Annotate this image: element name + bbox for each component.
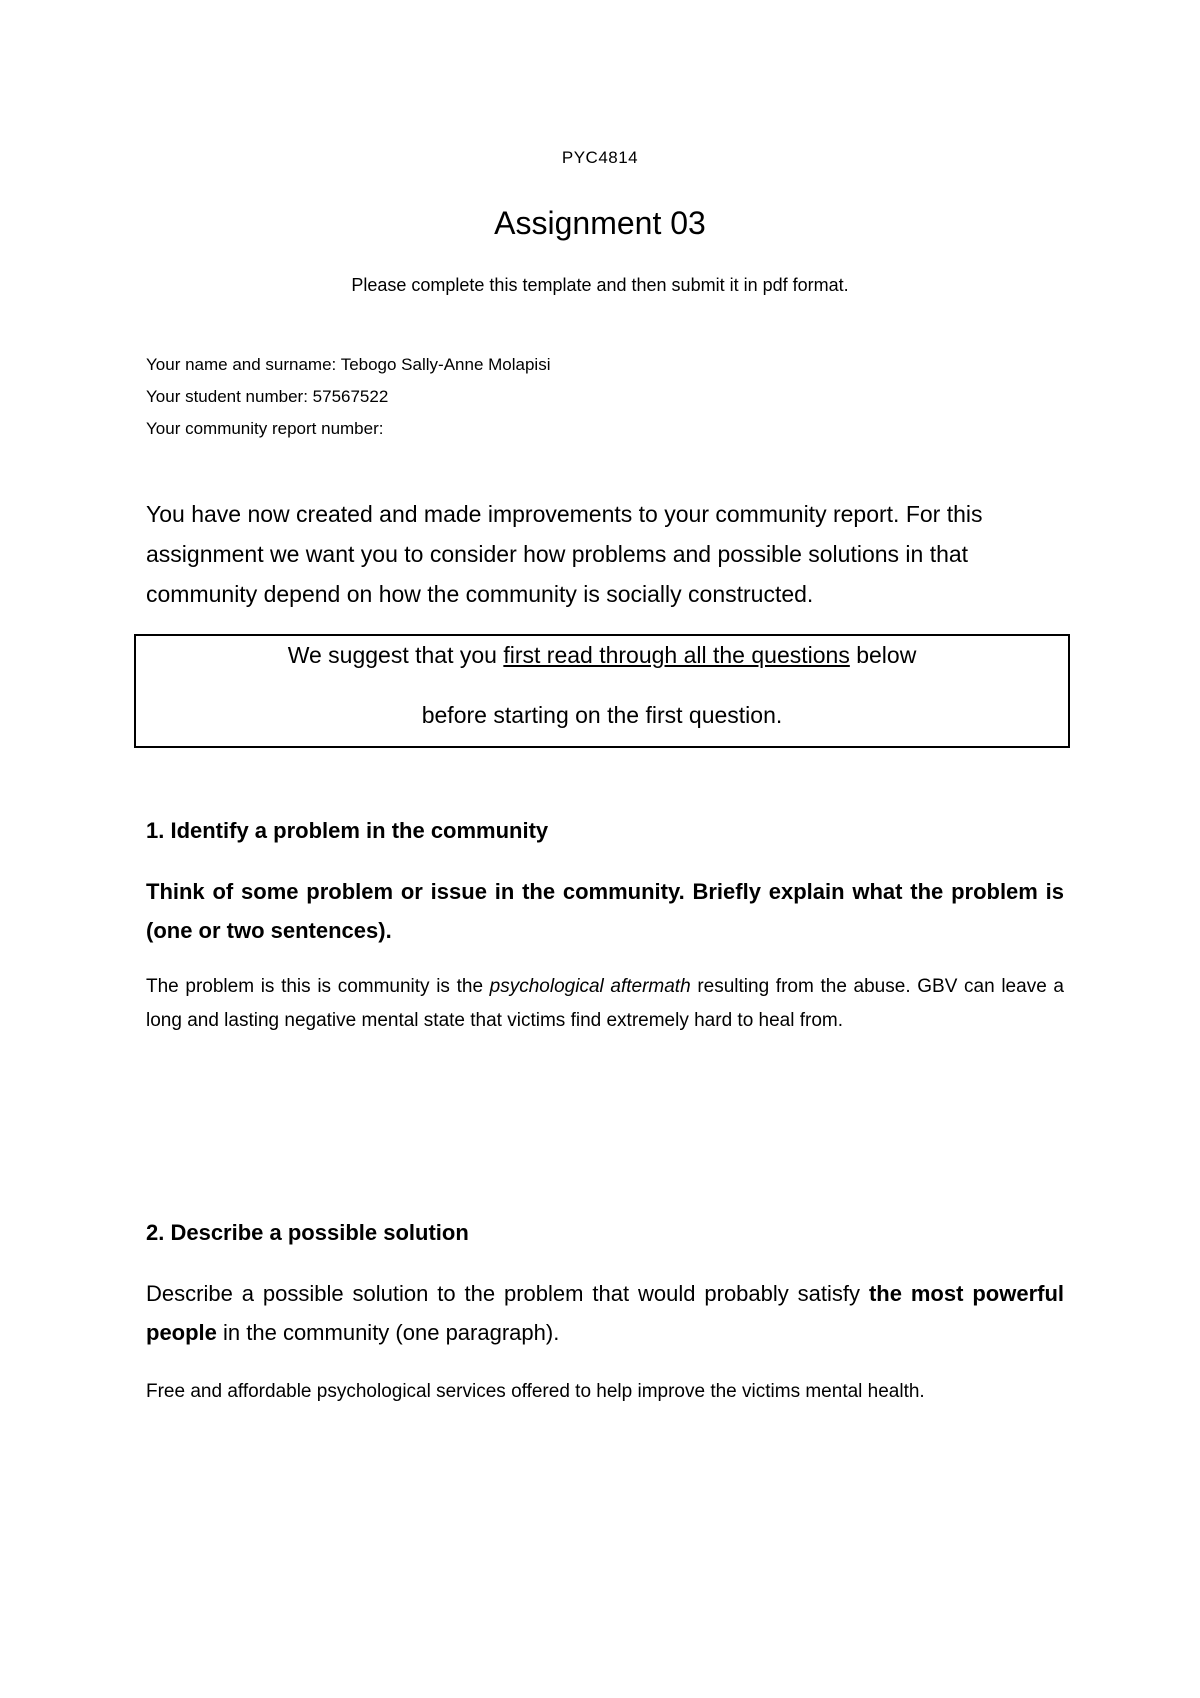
question-1-heading: 1. Identify a problem in the community <box>146 818 549 843</box>
question-2-heading: 2. Describe a possible solution <box>146 1220 469 1245</box>
prompt-2-text-before: Describe a possible solution to the problem that would probably satisfy <box>146 1281 869 1306</box>
notice-text-after: below <box>849 642 917 668</box>
notice-text-before: We suggest that you <box>287 642 504 668</box>
answer-1-text-before: The problem is this is community is the <box>146 976 490 997</box>
answer-1-italic-text: psychological aftermath <box>489 976 691 997</box>
student-name-line <box>146 354 550 376</box>
student-number-label: Your student number: <box>146 387 313 406</box>
notice-underlined-text: first read through all the questions <box>503 642 850 668</box>
intro-paragraph: You have now created and made improvements to your community report. For this assignment we want you to consider how problems and possible solutions in that community depend on how the community is socially constructed. <box>146 501 983 607</box>
community-report-number-label: Your community report number: <box>146 419 384 438</box>
answer-1-text-after: resulting from the abuse. GBV can leave a long and lasting negative mental state that victims find extremely hard to heal from. <box>146 976 1064 1031</box>
question-2-prompt <box>146 1274 1064 1352</box>
student-name-label: Your name and surname: <box>146 355 341 374</box>
notice-line-1 <box>136 642 1068 669</box>
student-number-line <box>146 386 388 408</box>
prompt-2-text-after: in the community (one paragraph). <box>216 1320 560 1345</box>
course-code: PYC4814 <box>561 148 639 167</box>
prompt-2-bold-text: the most powerful people <box>146 1281 1065 1345</box>
question-2-answer: Free and affordable psychological services offered to help improve the victims mental health. <box>146 1381 925 1402</box>
page-subtitle: Please complete this template and then submit it in pdf format. <box>351 275 849 295</box>
notice-line-2: before starting on the first question. <box>421 702 783 728</box>
page-title: Assignment 03 <box>494 205 706 241</box>
question-1-prompt: Think of some problem or issue in the community. Briefly explain what the problem is (one or two sentences). <box>146 879 1064 943</box>
question-1-answer <box>146 970 1064 1038</box>
notice-box <box>134 634 1070 748</box>
student-number-value: 57567522 <box>312 387 389 406</box>
student-name-value: Tebogo Sally-Anne Molapisi <box>340 355 551 374</box>
community-report-number-line <box>146 418 383 440</box>
